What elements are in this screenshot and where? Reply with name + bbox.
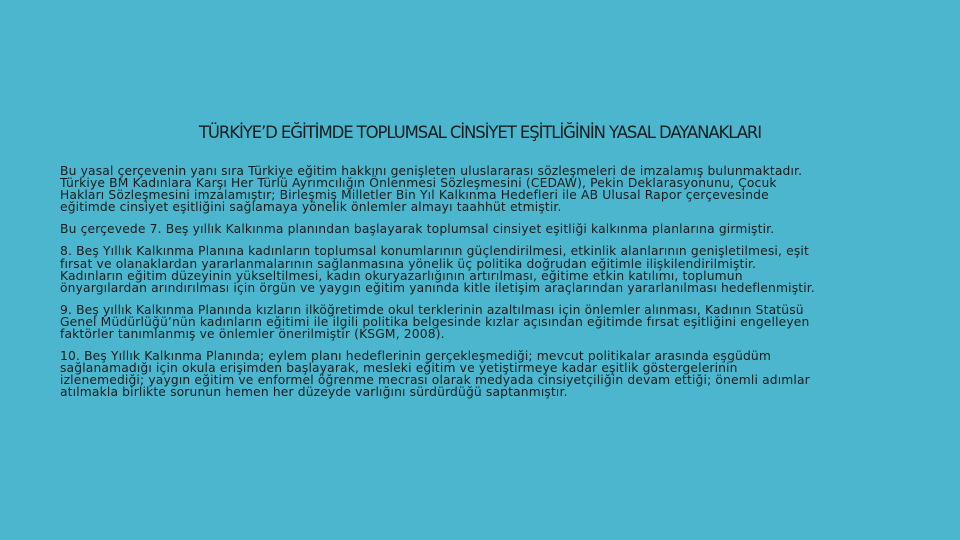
paragraph-10th-plan: 10. Beş Yıllık Kalkınma Planında; eylem planı hedeflerinin gerçekleşmediği; mevcut politikalar arasında eşgüdüm sağlanamadığı için okula erişimden başlayarak, mesleki eğitim ve yetiştirmeye kadar eşitlik göstergelerinin izlenemediği; yaygın eğitim ve enformel öğrenme mecrası olarak medyada cinsiyetçiliğin devam ettiği; önemli adımlar atılmakla birlikte sorunun hemen her düzeyde varlığını sürdürdüğü saptanmıştır. <box>60 349 810 400</box>
paragraph-7th-plan: Bu çerçevede 7. Beş yıllık Kalkınma planından başlayarak toplumsal cinsiyet eşitliği kalkınma planlarına girmiştir. <box>60 222 775 237</box>
paragraph-international-agreements: Bu yasal çerçevenin yanı sıra Türkiye eğitim hakkını genişleten uluslararası sözleşmeleri de imzalamış bulunmaktadır. Türkiye BM Kadınlara Karşı Her Türlü Ayrımcılığın Önlenmesi Sözleşmesini (CEDAW), Pekin Deklarasyonunu, Çocuk Hakları Sözleşmesini imzalamıştır; Birleşmiş Milletler Bin Yıl Kalkınma Hedefleri ile AB Ulusal Rapor çerçevesinde eğitimde cinsiyet eşitliğini sağlamaya yönelik önlemler almayı taahhüt etmiştir. <box>60 164 803 215</box>
paragraph-8th-plan: 8. Beş Yıllık Kalkınma Planına kadınların toplumsal konumlarının güçlendirilmesi, etkinlik alanlarının genişletilmesi, eşit fırsat ve olanaklardan yararlanmalarının sağlanmasına yönelik üç politika doğrudan eğitimle ilişkilendirilmiştir. Kadınların eğitim düzeyinin yükseltilmesi, kadın okuryazarlığının artırılması, eğitime etkin katılımı, toplumun önyargılardan arındırılması için örgün ve yaygın eğitim yanında kitle iletişim araçlarından yararlanılması hedeflenmiştir. <box>60 244 815 295</box>
slide-title: TÜRKİYE’D EĞİTİMDE TOPLUMSAL CİNSİYET EŞİTLİĞİNİN YASAL DAYANAKLARI <box>198 123 762 142</box>
paragraph-9th-plan: 9. Beş yıllık Kalkınma Planında kızların ilköğretimde okul terklerinin azaltılması için önlemler alınması, Kadının Statüsü Genel Müdürlüğü’nün kadınların eğitimi ile ilgili politika belgesinde kızlar açısından eğitimde fırsat eşitliğini engelleyen faktörler tanımlanmış ve önlemler önerilmiştir (KSGM, 2008). <box>60 302 810 342</box>
slide-body <box>60 165 915 409</box>
